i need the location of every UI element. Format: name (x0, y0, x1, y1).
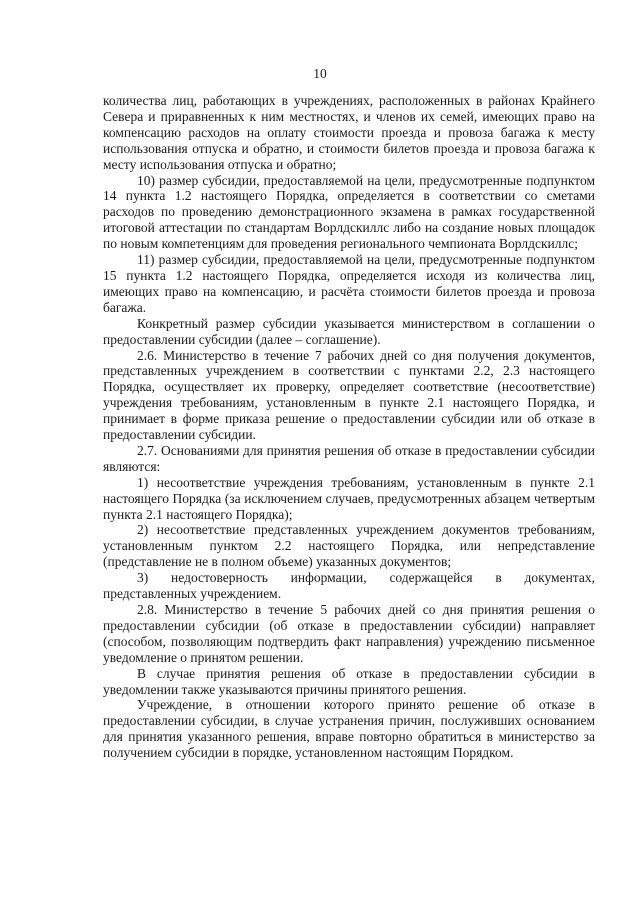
paragraph-2-8: 2.8. Министерство в течение 5 рабочих дней со дня принятия решения о предоставлении субсидии (об отказе в предоставлении субсидии) направляет (способом, позволяющим подтвердить факт направления) учреждению письменное уведомление о принятом решении. (103, 602, 595, 665)
paragraph-subsidy-amount: Конкретный размер субсидии указывается министерством в соглашении о предоставлении субсидии (далее – соглашение). (103, 315, 595, 347)
paragraph-2-7-item-1: 1) несоответствие учреждения требованиям, установленным в пункте 2.1 настоящего Порядка (за исключением случаев, предусмотренных абзацем четвертым пункта 2.1 настоящего Порядка); (103, 474, 595, 522)
paragraph-item-10: 10) размер субсидии, предоставляемой на цели, предусмотренные подпунктом 14 пункта 1.2 настоящего Порядка, определяется в соответствии со сметами расходов по проведению демонстрационного экзамена в рамках государственной итоговой аттестации по стандартам Ворлдскиллс либо на создание новых площадок по новым компетенциям для проведения регионального чемпионата Ворлдскиллс; (103, 172, 595, 252)
page-number: 10 (313, 66, 327, 81)
paragraph-continuation: количества лиц, работающих в учреждениях, расположенных в районах Крайнего Севера и приравненных к ним местностях, и членов их семей, имеющих право на компенсацию расходов на оплату стоимости проезда и провоза багажа к месту использования отпуска и обратно, и стоимости билетов проезда и провоза багажа к месту использования отпуска и обратно; (103, 93, 595, 172)
paragraph-2-7-item-3: 3) недостоверность информации, содержащейся в документах, представленных учреждением. (103, 570, 595, 602)
paragraph-reapplication: Учреждение, в отношении которого принято решение об отказе в предоставлении субсидии, в случае устранения причин, послуживших основанием для принятия указанного решения, вправе повторно обратиться в министерство за получением субсидии в порядке, установленном настоящим Порядком. (103, 697, 595, 761)
paragraph-refusal-reasons: В случае принятия решения об отказе в предоставлении субсидии в уведомлении также указываются причины принятого решения. (103, 665, 595, 697)
paragraph-2-7: 2.7. Основаниями для принятия решения об отказе в предоставлении субсидии являются: (103, 442, 595, 474)
paragraph-item-11: 11) размер субсидии, предоставляемой на цели, предусмотренные подпунктом 15 пункта 1.2 настоящего Порядка, определяется исходя из количества лиц, имеющих право на компенсацию, и расчёта стоимости билетов проезда и провоза багажа. (103, 252, 595, 315)
paragraph-2-7-item-2: 2) несоответствие представленных учреждением документов требованиям, установленным пунктом 2.2 настоящего Порядка, или непредставление (представление не в полном объеме) указанных документов; (103, 522, 595, 570)
paragraph-2-6: 2.6. Министерство в течение 7 рабочих дней со дня получения документов, представленных учреждением в соответствии с пунктами 2.2, 2.3 настоящего Порядка, осуществляет их проверку, определяет соответствие (несоответствие) учреждения требованиям, установленным в пункте 2.1 настоящего Порядка, и принимает в форме приказа решение о предоставлении субсидии или об отказе в предоставлении субсидии. (103, 347, 595, 443)
document-body (103, 93, 595, 761)
